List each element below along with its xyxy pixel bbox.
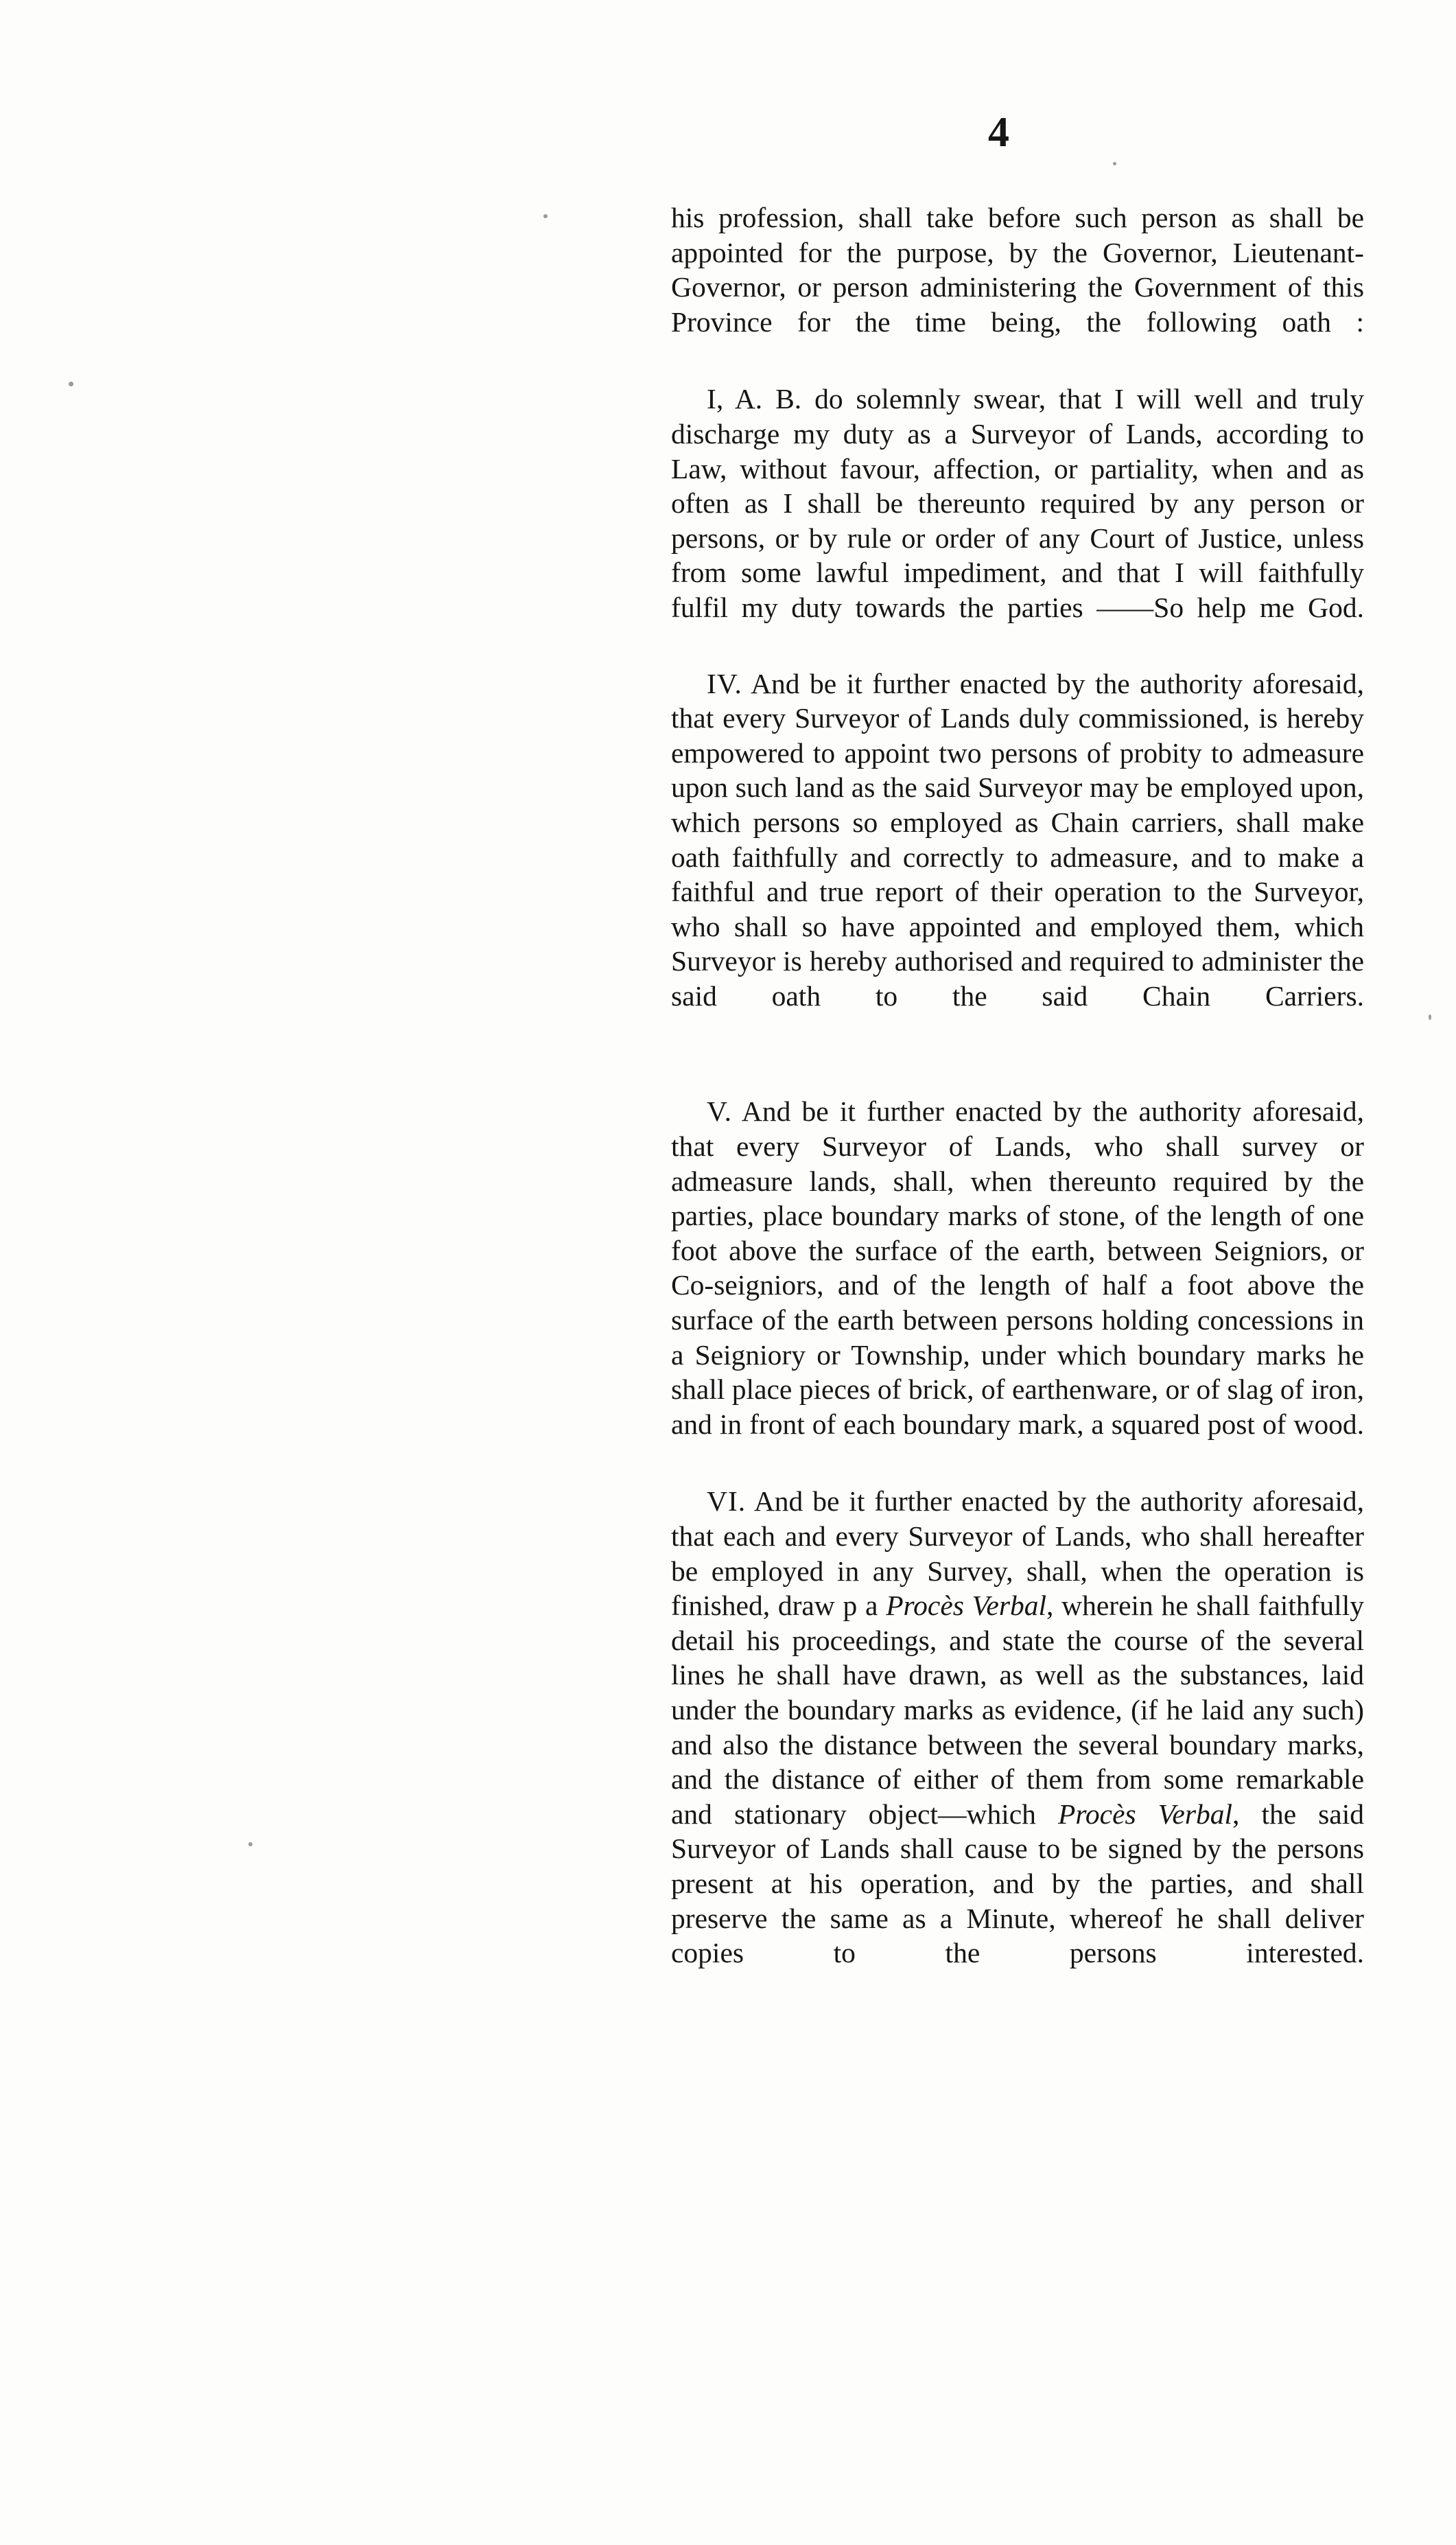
section-vi-text-3: , the said Surveyor of Lands shall cause to be signed by the persons present at his operation, and by the parties, and shall preserve the same as a Minute, whereof he shall deliver copies to the persons interested. bbox=[671, 1798, 1365, 1969]
scan-speck bbox=[543, 214, 548, 218]
scan-speck bbox=[1113, 162, 1116, 165]
scan-speck bbox=[69, 382, 73, 386]
opening-paragraph bbox=[671, 200, 1364, 339]
oath-paragraph bbox=[671, 382, 1364, 625]
section-v-paragraph bbox=[671, 1094, 1364, 1441]
proces-verbal-term-1: Procès Verbal bbox=[886, 1590, 1046, 1622]
section-v-text: And be it further enacted by the authority aforesaid, that every Surveyor of Lands, who shall survey or admeasure lands, shall, when thereunto required by the parties, place boundary marks of stone, of the length of one foot above the surface of the earth, between Seigniors, or Co-seigniors, and of the length of half a foot above the surface of the earth between persons holding concessions in a Seigniory or Township, under which boundary marks he shall place pieces of brick, of earthenware, or of slag of iron, and in front of each boundary mark, a squared post of wood. bbox=[671, 1095, 1364, 1440]
section-vi-number: VI. bbox=[707, 1485, 747, 1518]
section-iv-number: IV. bbox=[707, 667, 742, 699]
section-vi-text-1: And be it further enacted by the authority aforesaid, that each and every Surveyor of Lands, who shall hereafter be employed in any Survey, shall, when the operation is finished, draw p a bbox=[671, 1485, 1364, 1622]
page-number: 4 bbox=[988, 109, 1009, 156]
section-vi-paragraph bbox=[671, 1484, 1364, 1970]
section-iv-paragraph bbox=[671, 666, 1364, 1014]
proces-verbal-term-2: Procès Verbal bbox=[1057, 1798, 1233, 1830]
scan-speck bbox=[1429, 1014, 1431, 1020]
section-v-number: V. bbox=[707, 1095, 732, 1128]
oath-text: I, A. B. do solemnly swear, that I will well and truly discharge my duty as a Surveyor of Lands, according to Law, without favour, affection, or partiality, when and as often as I shall be thereunto required by any person or persons, or by rule or order of any Court of Justice, unless from some lawful impediment, and that I will faithfully fulfil my duty towards the parties ——So help me God. bbox=[671, 383, 1364, 623]
text-column bbox=[671, 200, 1364, 1999]
section-iv-text: And be it further enacted by the authority aforesaid, that every Surveyor of Lands duly commissioned, is hereby empowered to appoint two persons of probity to admeasure upon such land as the said Surveyor may be employed upon, which persons so employed as Chain carriers, shall make oath faithfully and correctly to admeasure, and to make a faithful and true report of their operation to the Surveyor, who shall so have appointed and employed them, which Surveyor is hereby authorised and required to administer the said oath to the said Chain Carriers. bbox=[671, 667, 1364, 1012]
scan-speck bbox=[248, 1842, 253, 1846]
section-vi-text-2: , wherein he shall faithfully detail his proceedings, and state the course of the several lines he shall have drawn, as well as the substances, laid under the boundary marks as evidence, (if he laid any such) and also the distance between the several boundary marks, and the distance of either of them from some remarkable and stationary object—which bbox=[671, 1590, 1364, 1830]
opening-text: his profession, shall take before such person as shall be appointed for the purpose, by the Governor, Lieutenant-Governor, or person administering the Government of this Province for the time being, the following oath : bbox=[671, 202, 1364, 338]
